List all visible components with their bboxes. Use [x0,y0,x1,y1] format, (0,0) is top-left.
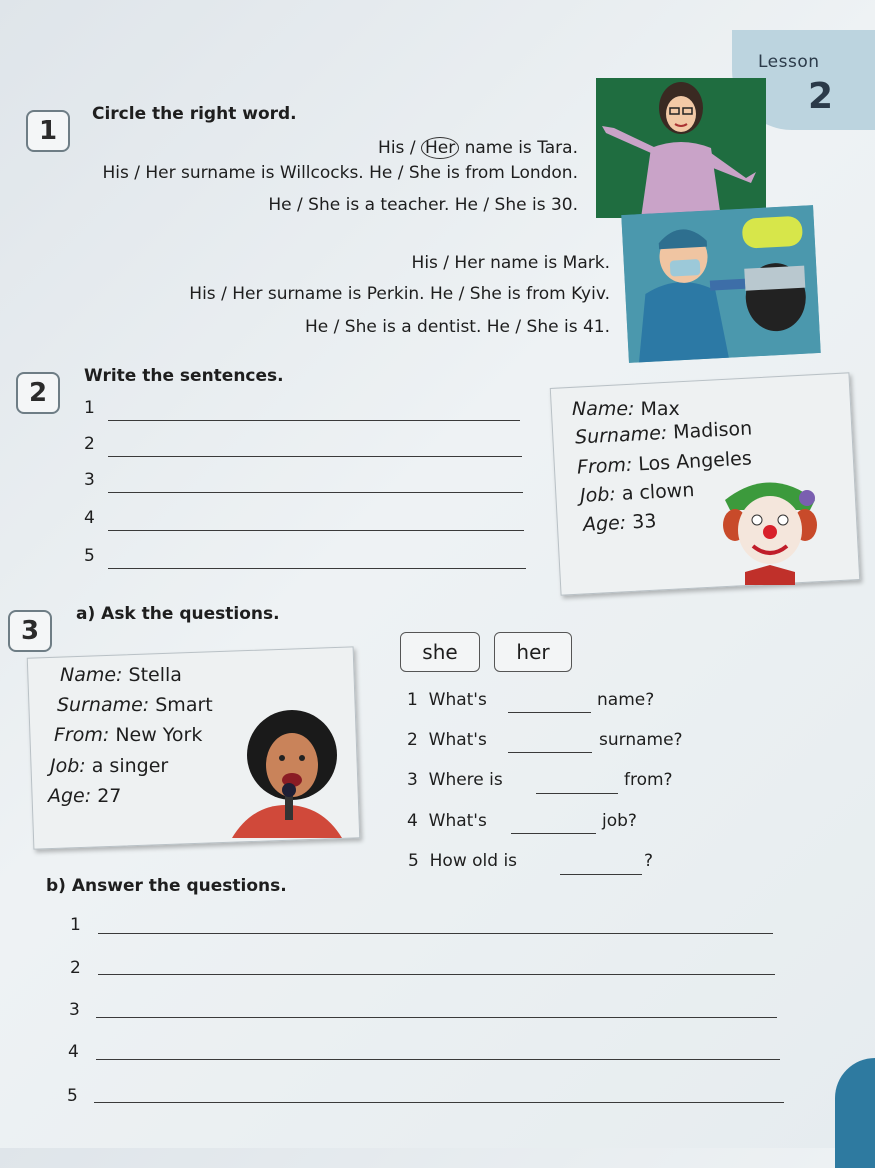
exercise-2-instruction: Write the sentences. [84,366,284,386]
name-label: Name: [60,664,123,686]
stella-name [60,664,182,686]
age-value: 27 [97,785,122,807]
lesson-number: 2 [808,76,834,117]
ex2-answer-line[interactable] [108,568,526,569]
answer-line[interactable] [96,1017,777,1018]
ex2-item-number: 4 [84,508,95,528]
question-4 [407,811,487,831]
stella-from [54,724,202,746]
ex1-line-1 [378,137,578,159]
question-1 [407,690,487,710]
stella-job [50,755,168,777]
job-value: a singer [91,755,169,777]
surname-value: Smart [155,694,213,716]
teacher-illustration [596,78,766,218]
question-end: from? [624,770,673,790]
ex2-answer-line[interactable] [108,492,523,493]
question-blank[interactable] [511,833,596,834]
exercise-1-number: 1 [26,110,70,152]
question-end: ? [644,851,654,871]
stella-surname [57,694,213,716]
answer-line[interactable] [98,974,775,975]
question-end: name? [597,690,655,710]
answer-number: 1 [70,915,81,935]
circled-word: Her [421,137,459,159]
question-start: What's [428,730,487,750]
question-2 [407,730,487,750]
answer-line[interactable] [94,1102,784,1103]
exercise-3-part-a: a) Ask the questions. [76,604,280,624]
name-value: Max [640,398,680,420]
ex1-line-1-end: name is Tara. [464,138,578,158]
answer-line[interactable] [96,1059,780,1060]
question-start: What's [428,690,487,710]
job-value: a clown [621,479,695,505]
question-end: job? [602,811,637,831]
ex1-line-5: His / Her surname is Perkin. He / She is from Kyiv. [189,284,610,304]
from-value: Los Angeles [637,447,753,476]
job-label: Job: [579,483,617,507]
question-blank[interactable] [536,793,618,794]
question-number: 4 [407,811,418,831]
question-end: surname? [599,730,683,750]
job-label: Job: [50,755,86,777]
question-number: 5 [408,851,419,871]
max-age [582,510,656,536]
ex1-line-2: His / Her surname is Willcocks. He / She is from London. [102,163,578,183]
answer-number: 3 [69,1000,80,1020]
ex2-answer-line[interactable] [108,456,522,457]
dentist-illustration [621,205,820,363]
ex1-line-4: His / Her name is Mark. [411,253,610,273]
max-name [572,398,680,420]
question-start: Where is [428,770,503,790]
question-blank[interactable] [508,712,591,713]
question-blank[interactable] [560,874,642,875]
lesson-label: Lesson [758,52,820,72]
clown-illustration [715,470,825,585]
from-label: From: [54,724,110,746]
surname-label: Surname: [574,421,668,449]
question-number: 2 [407,730,418,750]
ex1-line-6: He / She is a dentist. He / She is 41. [305,317,610,337]
from-value: New York [115,724,203,746]
ex2-item-number: 5 [84,546,95,566]
corner-decoration [835,1058,875,1168]
age-label: Age: [582,511,627,536]
exercise-2-number: 2 [16,372,60,414]
question-5 [408,851,517,871]
question-start: How old is [429,851,518,871]
ex1-line-1-start: His / [378,138,416,158]
stella-age [48,785,121,807]
ex2-item-number: 3 [84,470,95,490]
surname-value: Madison [672,417,753,444]
question-number: 3 [407,770,418,790]
age-value: 33 [631,510,657,534]
answer-number: 2 [70,958,81,978]
from-label: From: [576,453,633,479]
question-blank[interactable] [508,752,592,753]
word-box-she: she [400,632,480,672]
question-number: 1 [407,690,418,710]
answer-number: 5 [67,1086,78,1106]
exercise-3-number: 3 [8,610,52,652]
exercise-1-instruction: Circle the right word. [92,104,297,124]
ex2-item-number: 1 [84,398,95,418]
age-label: Age: [48,785,92,807]
word-box-her: her [494,632,572,672]
name-value: Stella [128,664,182,686]
ex1-line-3: He / She is a teacher. He / She is 30. [268,195,578,215]
question-3 [407,770,503,790]
answer-line[interactable] [98,933,773,934]
question-start: What's [428,811,487,831]
ex2-item-number: 2 [84,434,95,454]
surname-label: Surname: [57,694,150,716]
ex2-answer-line[interactable] [108,530,524,531]
name-label: Name: [572,398,635,420]
answer-number: 4 [68,1042,79,1062]
ex2-answer-line[interactable] [108,420,520,421]
exercise-3-part-b: b) Answer the questions. [46,876,287,896]
singer-illustration [222,710,350,838]
